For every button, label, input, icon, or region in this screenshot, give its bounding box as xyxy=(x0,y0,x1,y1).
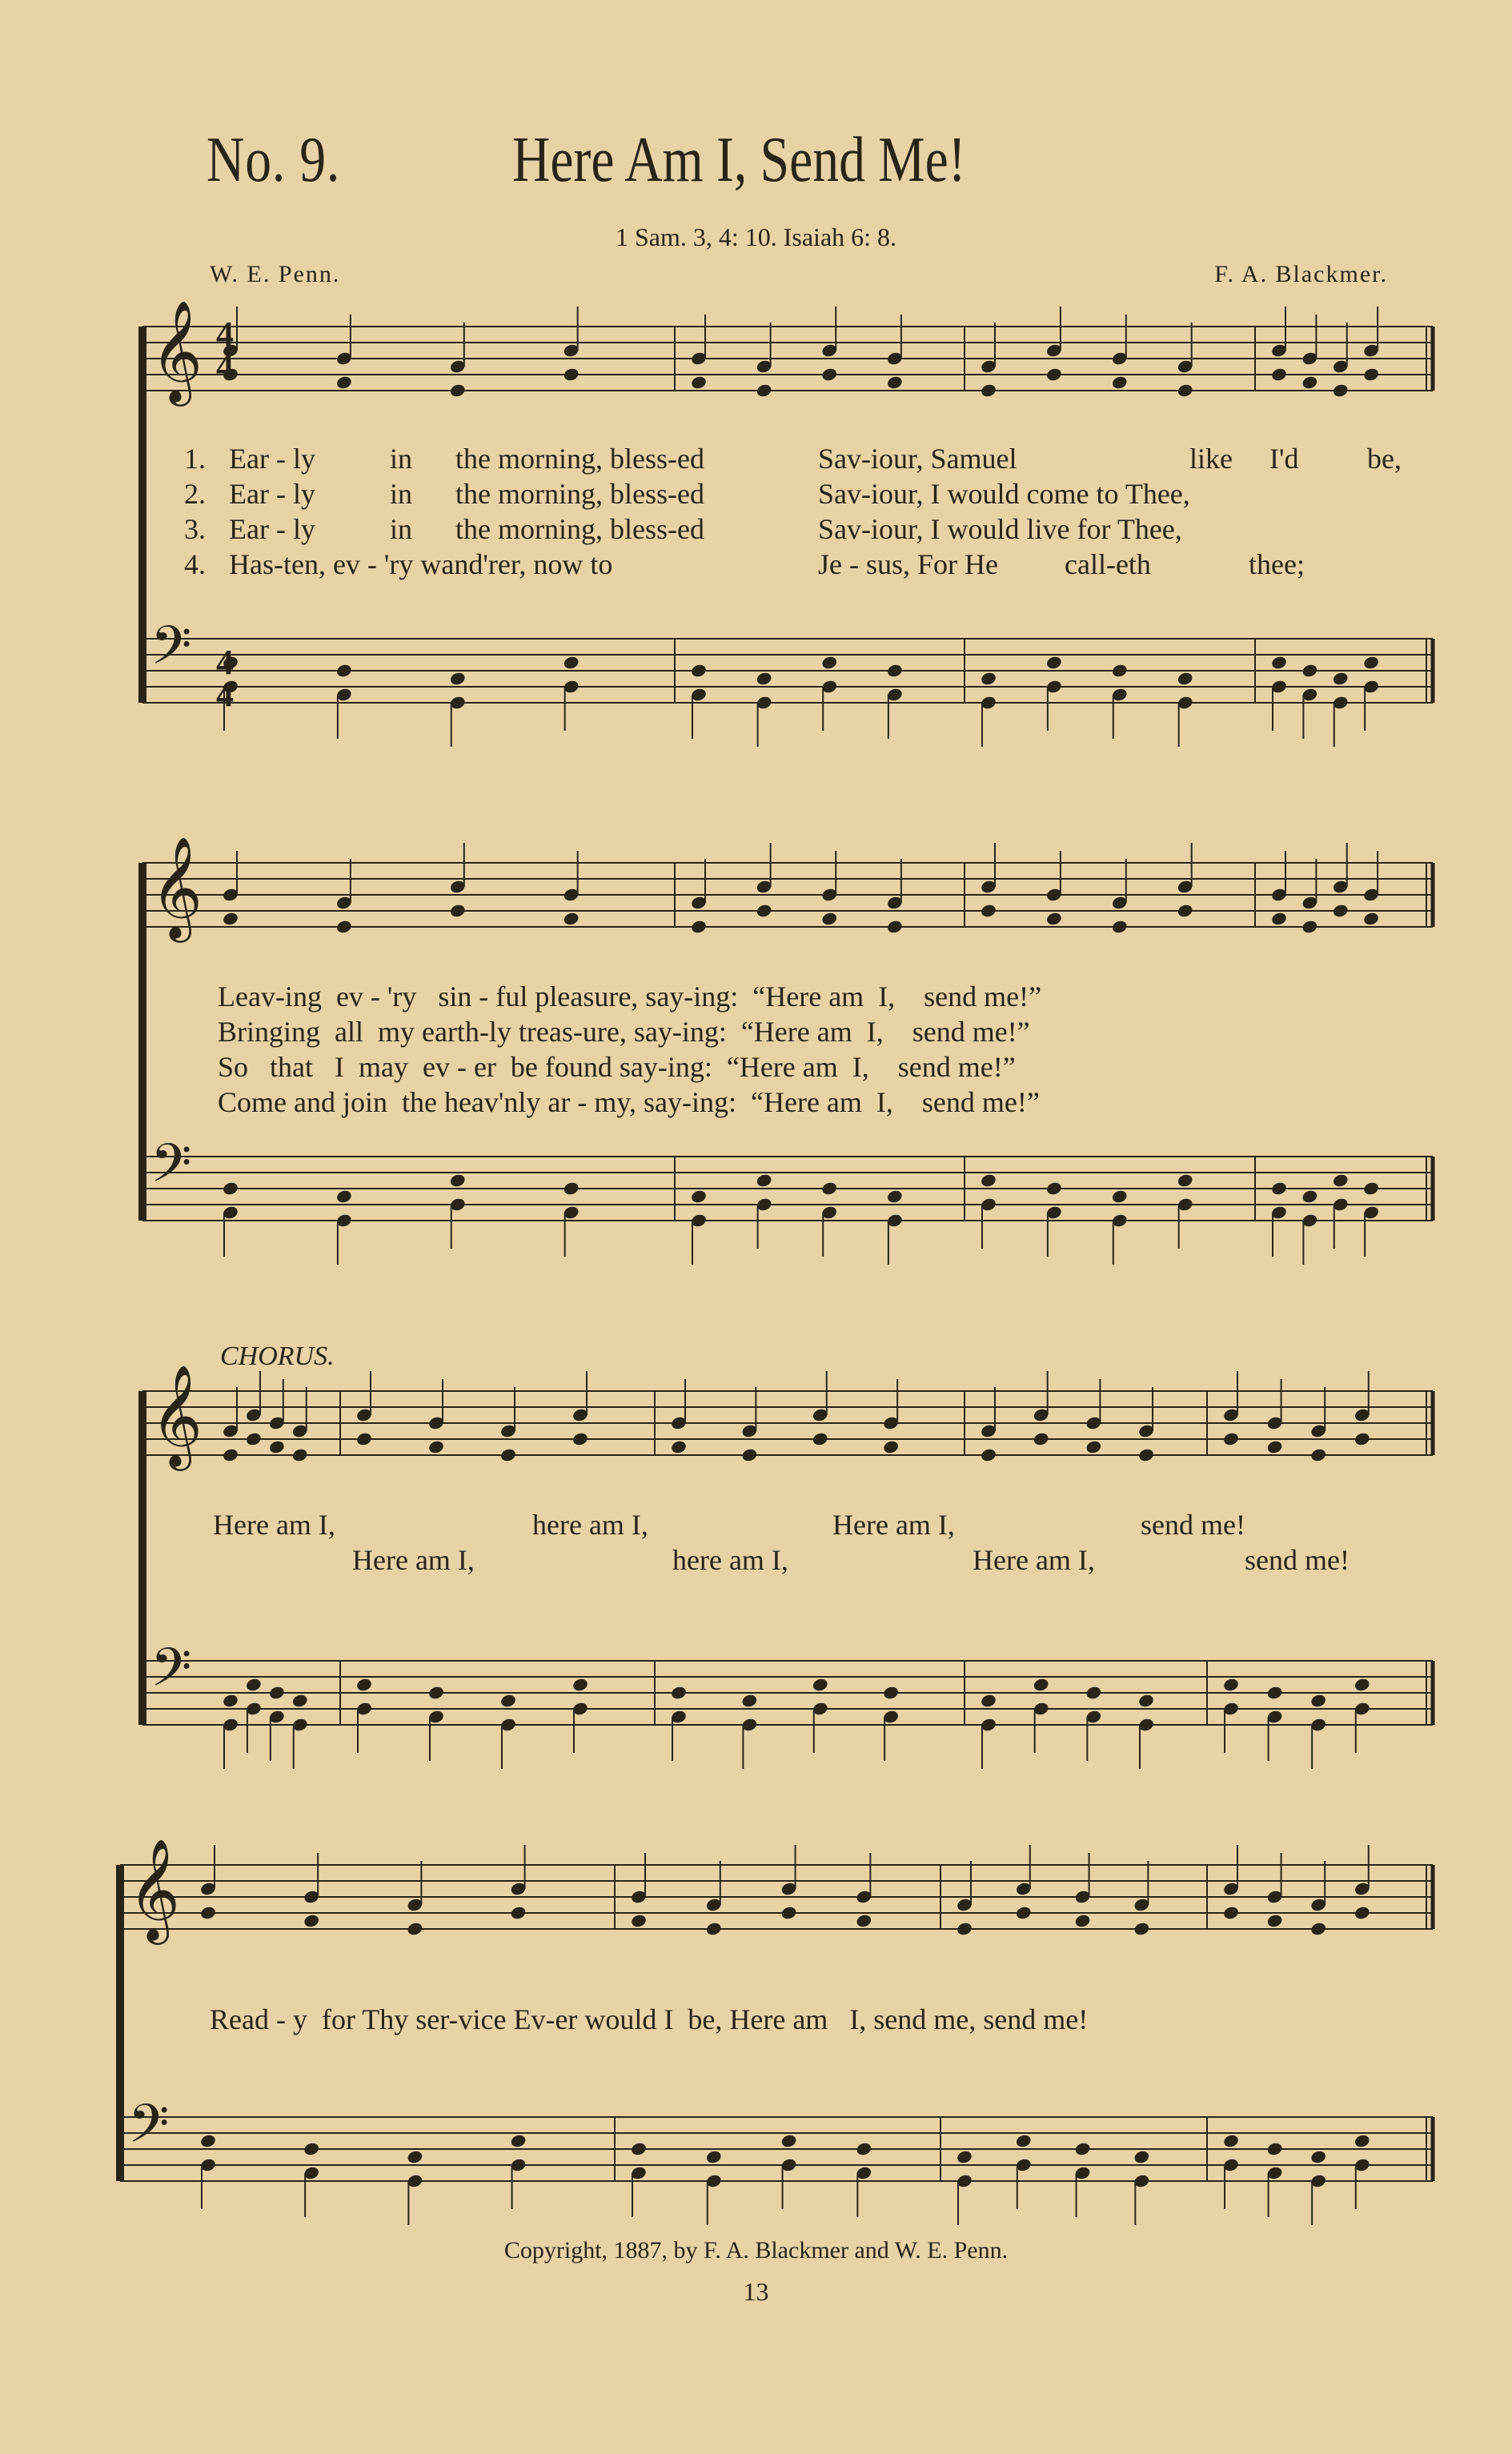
note-head xyxy=(222,911,239,926)
note-head xyxy=(741,1447,759,1462)
time-sig-den: 4 xyxy=(216,675,234,714)
note-head xyxy=(670,1439,688,1454)
note-head xyxy=(980,383,997,398)
note-head xyxy=(1177,903,1194,918)
note-head xyxy=(1222,1677,1240,1692)
note-head xyxy=(335,919,353,934)
note-head xyxy=(630,2141,648,2156)
note-head xyxy=(780,1905,798,1920)
note-head xyxy=(1222,2133,1240,2148)
note-head xyxy=(1177,1173,1194,1188)
note-head xyxy=(741,1693,759,1708)
note-head xyxy=(303,1913,320,1928)
note-head xyxy=(222,1693,239,1708)
note-head xyxy=(756,903,773,918)
page-number: 13 xyxy=(743,2277,769,2306)
note-head xyxy=(245,1431,263,1446)
note-head xyxy=(335,375,353,390)
chorus-line-1-c: Here am I, xyxy=(832,1509,955,1541)
note-head xyxy=(670,1685,688,1700)
refrain-line-3: So that I may ev - er be found say-ing: “Here am I, send me!” xyxy=(218,1051,1016,1083)
note-head xyxy=(980,1693,997,1708)
refrain-line-4: Come and join the heav'nly ar - my, say-ing: “Here am I, send me!” xyxy=(218,1086,1040,1118)
note-head xyxy=(690,919,708,934)
copyright-notice: Copyright, 1887, by F. A. Blackmer and W. E. Penn. xyxy=(503,2237,1009,2264)
note-head xyxy=(1085,1685,1103,1700)
note-head xyxy=(1015,2133,1033,2148)
note-head xyxy=(856,2141,873,2156)
note-head xyxy=(291,1447,309,1462)
note-head xyxy=(1266,2141,1284,2156)
note-head xyxy=(1045,655,1063,670)
note-head xyxy=(199,2133,217,2148)
note-head xyxy=(1266,1913,1284,1928)
note-head xyxy=(1354,1677,1371,1692)
note-head xyxy=(756,671,773,686)
note-head xyxy=(1362,367,1380,382)
note-head xyxy=(1362,1181,1380,1196)
treble-clef: 𝄞 xyxy=(150,836,203,938)
note-head xyxy=(1301,1189,1319,1204)
note-head xyxy=(268,1685,286,1700)
note-head xyxy=(1354,1905,1371,1920)
note-head xyxy=(222,1181,239,1196)
note-head xyxy=(1222,1905,1240,1920)
scripture-reference: 1 Sam. 3, 4: 10. Isaiah 6: 8. xyxy=(615,223,897,251)
note-head xyxy=(407,2149,424,2164)
refrain-line-2: Bringing all my earth-ly treas-ure, say-ing: “Here am I, send me!” xyxy=(218,1016,1030,1048)
treble-clef: 𝄞 xyxy=(150,1364,203,1466)
note-head xyxy=(563,1181,580,1196)
note-head xyxy=(1111,1189,1129,1204)
note-head xyxy=(1362,911,1380,926)
note-head xyxy=(572,1431,589,1446)
note-head xyxy=(886,663,904,678)
note-head xyxy=(291,1693,309,1708)
note-head xyxy=(1309,1921,1327,1936)
note-head xyxy=(690,663,708,678)
note-head xyxy=(427,1439,445,1454)
note-head xyxy=(1137,1693,1155,1708)
note-head xyxy=(756,383,773,398)
note-head xyxy=(1332,903,1350,918)
note-head xyxy=(1177,383,1194,398)
chorus-line-2-a: Here am I, xyxy=(352,1544,475,1576)
note-head xyxy=(1074,1913,1092,1928)
note-head xyxy=(1270,367,1288,382)
note-head xyxy=(1301,919,1319,934)
note-head xyxy=(1332,1173,1350,1188)
note-head xyxy=(1222,1431,1240,1446)
note-head xyxy=(1332,671,1350,686)
note-head xyxy=(499,1693,517,1708)
note-head xyxy=(1266,1439,1284,1454)
note-head xyxy=(630,1913,648,1928)
note-head xyxy=(449,1173,467,1188)
note-head xyxy=(1133,1921,1151,1936)
note-head xyxy=(1137,1447,1155,1462)
note-head xyxy=(886,919,904,934)
note-head xyxy=(1362,655,1380,670)
note-head xyxy=(812,1677,829,1692)
chorus-line-2-b: here am I, xyxy=(672,1544,788,1576)
note-head xyxy=(820,367,838,382)
chorus-label: CHORUS. xyxy=(220,1341,335,1371)
note-head xyxy=(1085,1439,1103,1454)
note-head xyxy=(812,1431,829,1446)
note-head xyxy=(335,1189,353,1204)
hymn-number: No. 9. xyxy=(207,125,341,195)
time-signature-bass xyxy=(216,643,234,714)
note-head xyxy=(820,911,838,926)
chorus-line-2-d: send me! xyxy=(1245,1544,1350,1576)
note-head xyxy=(980,671,997,686)
note-head xyxy=(1015,1905,1033,1920)
note-head xyxy=(1133,2149,1151,2164)
chorus-final-line: Read - y for Thy ser-vice Ev-er would I be, Here am I, send me, send me! xyxy=(210,2003,1089,2035)
note-head xyxy=(820,655,838,670)
note-head xyxy=(1045,911,1063,926)
lyricist: W. E. Penn. xyxy=(210,261,341,287)
time-sig-den: 4 xyxy=(216,347,234,386)
note-head xyxy=(820,1181,838,1196)
note-head xyxy=(780,2133,798,2148)
note-head xyxy=(449,383,467,398)
hymn-title: Here Am I, Send Me! xyxy=(512,125,966,195)
note-head xyxy=(563,655,580,670)
time-sig-num: 4 xyxy=(216,643,234,682)
chorus-line-2-c: Here am I, xyxy=(973,1544,1095,1576)
note-head xyxy=(499,1447,517,1462)
note-head xyxy=(355,1431,373,1446)
note-head xyxy=(705,1921,723,1936)
note-head xyxy=(980,1173,997,1188)
note-head xyxy=(1309,2149,1327,2164)
note-head xyxy=(1033,1431,1050,1446)
bass-clef: 𝄢 xyxy=(150,1637,192,1711)
note-head xyxy=(222,1447,239,1462)
note-head xyxy=(245,1677,263,1692)
refrain-line-1: Leav-ing ev - 'ry sin - ful pleasure, say-ing: “Here am I, send me!” xyxy=(218,980,1042,1012)
note-head xyxy=(268,1439,286,1454)
note-head xyxy=(1177,671,1194,686)
note-head xyxy=(1354,1431,1371,1446)
note-head xyxy=(303,2141,320,2156)
note-head xyxy=(563,367,580,382)
note-head xyxy=(510,2133,527,2148)
note-head xyxy=(690,1189,708,1204)
note-head xyxy=(886,375,904,390)
note-head xyxy=(1111,663,1129,678)
note-head xyxy=(199,1905,217,1920)
note-head xyxy=(1301,375,1319,390)
note-head xyxy=(510,1905,527,1920)
note-head xyxy=(1045,367,1063,382)
refrain-block xyxy=(218,980,1041,1121)
bass-clef: 𝄢 xyxy=(150,615,192,689)
note-head xyxy=(956,2149,973,2164)
note-head xyxy=(449,671,467,686)
note-head xyxy=(956,1921,973,1936)
treble-clef: 𝄞 xyxy=(150,299,203,402)
note-head xyxy=(1270,911,1288,926)
note-head xyxy=(1270,1181,1288,1196)
note-head xyxy=(427,1685,445,1700)
note-head xyxy=(690,375,708,390)
note-head xyxy=(563,911,580,926)
note-head xyxy=(355,1677,373,1692)
note-head xyxy=(1074,2141,1092,2156)
note-head xyxy=(1301,663,1319,678)
treble-clef: 𝄞 xyxy=(128,1838,181,1940)
note-head xyxy=(756,1173,773,1188)
note-head xyxy=(449,903,467,918)
chorus-line-1-d: send me! xyxy=(1141,1509,1245,1541)
note-head xyxy=(856,1913,873,1928)
note-head xyxy=(1111,375,1129,390)
note-head xyxy=(1111,919,1129,934)
time-signature-treble xyxy=(216,315,234,386)
composer: F. A. Blackmer. xyxy=(1214,261,1388,287)
bass-clef: 𝄢 xyxy=(128,2093,170,2167)
note-head xyxy=(980,903,997,918)
note-head xyxy=(335,663,353,678)
chorus-line-1-a: Here am I, xyxy=(213,1509,335,1541)
note-head xyxy=(1309,1693,1327,1708)
note-head xyxy=(1354,2133,1371,2148)
note-head xyxy=(882,1685,900,1700)
note-head xyxy=(980,1447,997,1462)
note-head xyxy=(572,1677,589,1692)
note-head xyxy=(407,1921,424,1936)
note-head xyxy=(1266,1685,1284,1700)
note-head xyxy=(886,1189,904,1204)
note-head xyxy=(882,1439,900,1454)
note-head xyxy=(1332,383,1350,398)
note-head xyxy=(1033,1677,1050,1692)
note-head xyxy=(705,2149,723,2164)
note-head xyxy=(1270,655,1288,670)
note-head xyxy=(1045,1181,1063,1196)
bass-clef: 𝄢 xyxy=(150,1133,192,1207)
time-sig-num: 4 xyxy=(216,315,234,354)
note-head xyxy=(1309,1447,1327,1462)
chorus-line-1-b: here am I, xyxy=(532,1509,648,1541)
